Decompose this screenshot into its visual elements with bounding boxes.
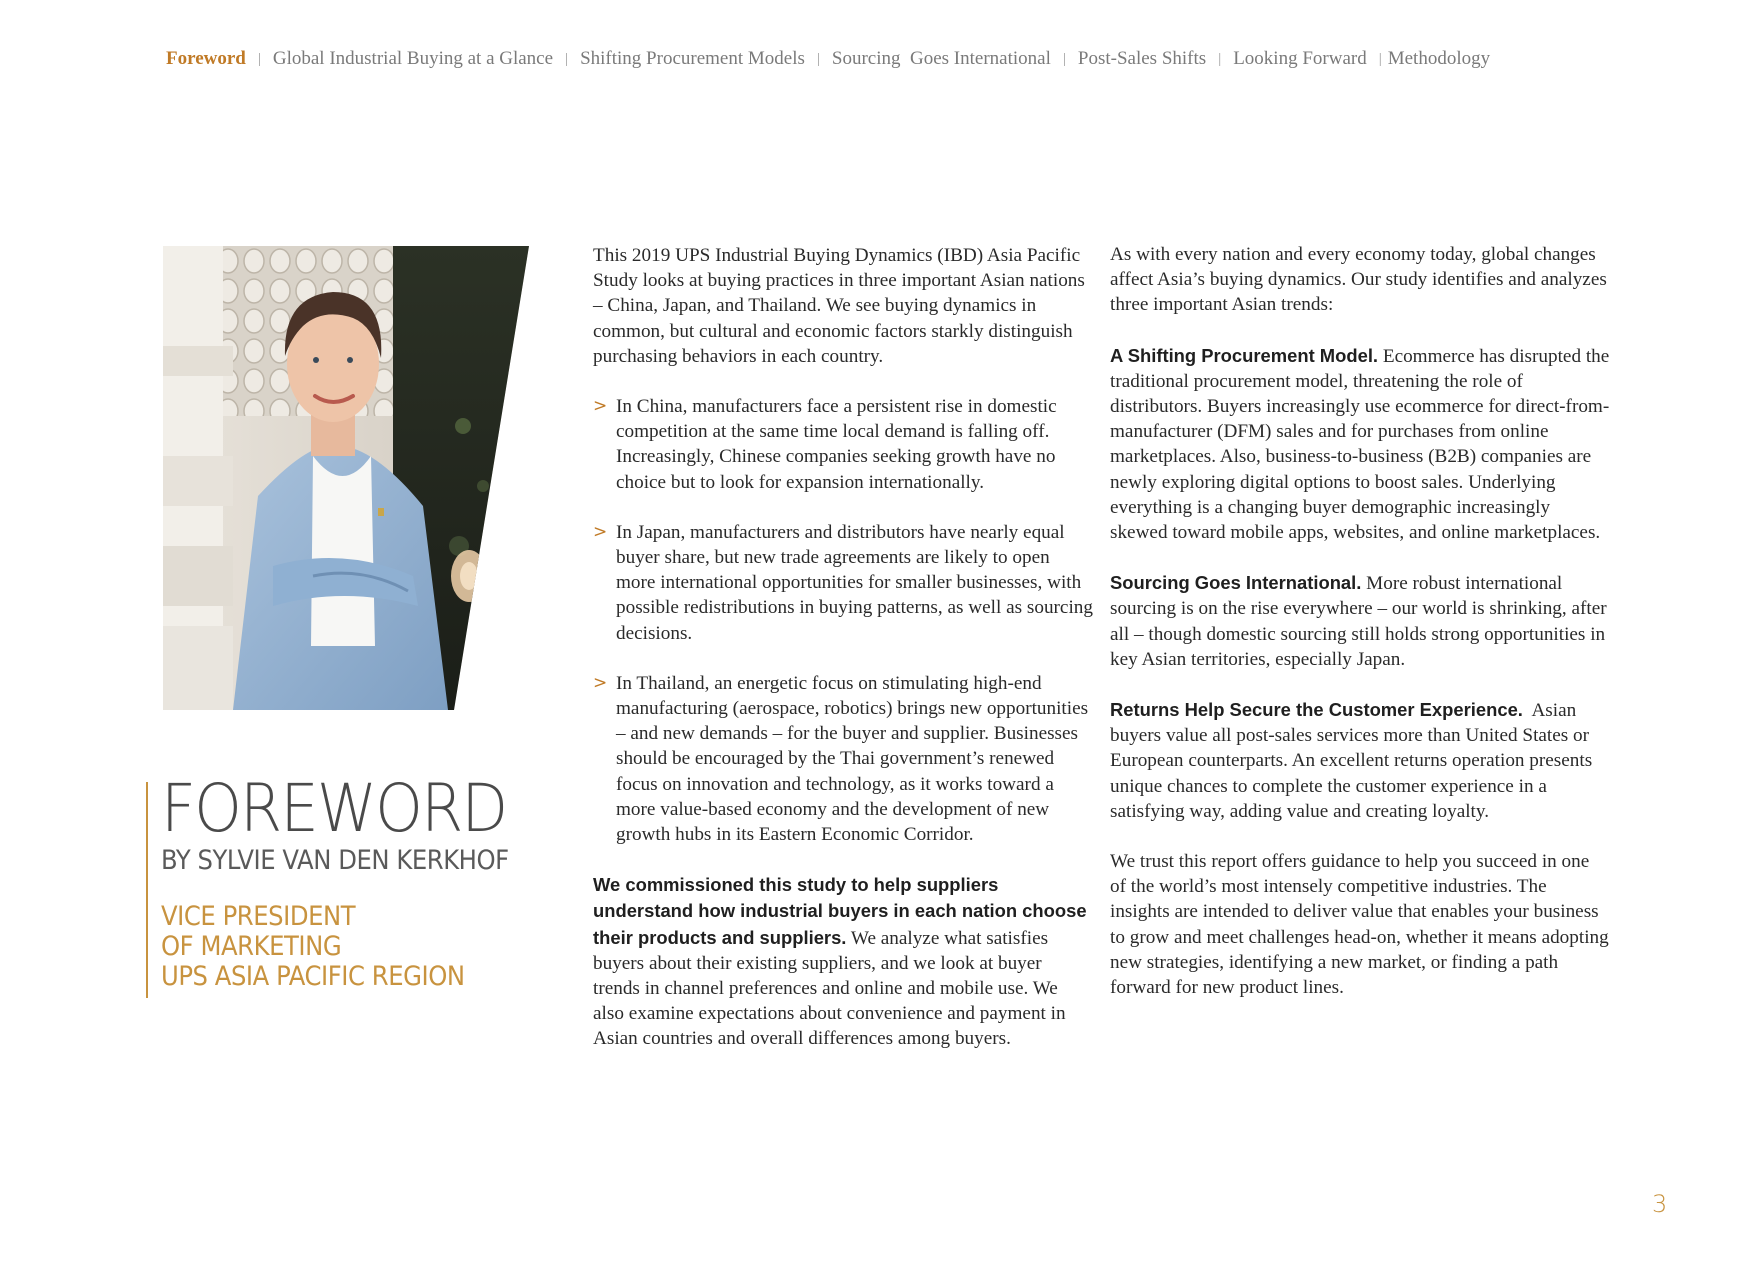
trends-intro: As with every nation and every economy today, global changes affect Asia’s buying dynamics. Our study identifies and analyzes three important Asian trends: <box>1110 244 1607 316</box>
nav-separator: | <box>1062 50 1066 67</box>
right-column <box>1110 242 1610 1025</box>
role-line: VICE PRESIDENT <box>161 901 356 932</box>
nav-item-global-buying[interactable]: Global Industrial Buying at a Glance <box>272 48 554 69</box>
trend-text: Asian buyers value all post-sales services more than United States or European counterparts. An excellent returns operation presents unique chances to complete the customer experience in a satisfying way, adding value and creating loyalty. <box>1110 700 1597 822</box>
chevron-right-icon: > <box>593 672 608 693</box>
author-role <box>161 902 526 992</box>
bullet-text: In Thailand, an energetic focus on stimulating high-end manufacturing (aerospace, robotics) brings new opportunities – and new demands – for the buyer and supplier. Businesses should be encouraged by the Thai government’s renewed focus on innovation and technology, as it works toward a more value-based economy and the development of new growth hubs in its Eastern Economic Corridor. <box>616 672 1089 846</box>
nav-item-foreword[interactable]: Foreword <box>166 48 246 69</box>
title-block <box>146 770 566 998</box>
nav-item-looking-forward[interactable]: Looking Forward <box>1233 48 1367 69</box>
bullet-japan <box>593 520 1093 646</box>
intro-paragraph: This 2019 UPS Industrial Buying Dynamics (IBD) Asia Pacific Study looks at buying practices in three important Asian nations – China, Japan, and Thailand. We see buying dynamics in common, but cultural and economic factors starkly distinguish purchasing behaviors in each country. <box>593 245 1085 367</box>
nav-separator: | <box>1218 50 1222 67</box>
nav-item-shifting-procurement[interactable]: Shifting Procurement Models <box>580 48 805 69</box>
trend-heading: A Shifting Procurement Model. <box>1110 344 1379 366</box>
nav-item-methodology[interactable]: Methodology <box>1387 48 1491 69</box>
chevron-right-icon: > <box>593 396 608 417</box>
top-navigation <box>166 48 1606 70</box>
nav-item-post-sales[interactable]: Post-Sales Shifts <box>1077 48 1207 69</box>
author-portrait <box>163 246 529 710</box>
closing-paragraph <box>593 872 1093 1051</box>
bullet-thailand <box>593 671 1093 847</box>
trend-text: More robust international sourcing is on the rise everywhere – our world is shrinking, after all – though domestic sourcing still holds strong opportunities in key Asian territories, especially Japan. <box>1110 573 1607 670</box>
chevron-right-icon: > <box>593 521 608 542</box>
trend-heading: Returns Help Secure the Customer Experience. <box>1110 699 1523 721</box>
author-byline: BY SYLVIE VAN DEN KERKHOF <box>161 845 509 876</box>
closing-bold-lead: We commissioned this study to help suppliers understand how industrial buyers in each nation choose their products and suppliers. <box>593 874 1087 948</box>
trend-procurement <box>1110 343 1610 546</box>
closing-text: We analyze what satisfies buyers about their existing suppliers, and we look at buyer trends in channel preferences and online and mobile use. We also examine expectations about convenience and payment in Asian countries and overall differences among buyers. <box>593 927 1066 1050</box>
page-number: 3 <box>1652 1190 1668 1218</box>
nav-separator: | <box>257 50 261 67</box>
trend-heading: Sourcing Goes International. <box>1110 572 1362 594</box>
role-line: UPS ASIA PACIFIC REGION <box>161 961 465 992</box>
role-line: OF MARKETING <box>161 931 342 962</box>
middle-column <box>593 243 1093 1077</box>
bullet-text: In Japan, manufacturers and distributors have nearly equal buyer share, but new trade agreements are likely to open more international opportunities for smaller businesses, with possible redistributions in buying patterns, as well as sourcing decisions. <box>616 521 1093 644</box>
nav-separator: | <box>816 50 820 67</box>
nav-separator: | <box>565 50 569 67</box>
page-title: FOREWORD <box>161 770 507 847</box>
closing-paragraph: We trust this report offers guidance to help you succeed in one of the world’s most intensely competitive industries. The insights are intended to deliver value that enables your business to grow and meet challenges head-on, whether it means adopting new strategies, identifying a new market, or finding a path forward for new product lines. <box>1110 851 1609 999</box>
trend-text: Ecommerce has disrupted the traditional procurement model, threatening the role of distributors. Buyers increasingly use ecommerce for direct-from-manufacturer (DFM) sales and for purchases from online marketplaces. Also, business-to-business (B2B) companies are newly exploring digital options to boost sales. Underlying everything is a changing buyer demographic increasingly skewed toward mobile apps, websites, and online marketplaces. <box>1110 345 1610 544</box>
nav-item-sourcing-international[interactable]: Sourcing Goes International <box>831 48 1051 69</box>
bullet-text: In China, manufacturers face a persistent rise in domestic competition at the same time local demand is falling off. Increasingly, Chinese companies seeking growth have no choice but to look for expansion internationally. <box>616 396 1057 493</box>
trend-sourcing <box>1110 570 1610 672</box>
trend-returns <box>1110 697 1610 824</box>
nav-separator: | <box>1378 50 1382 67</box>
bullet-china <box>593 394 1093 495</box>
